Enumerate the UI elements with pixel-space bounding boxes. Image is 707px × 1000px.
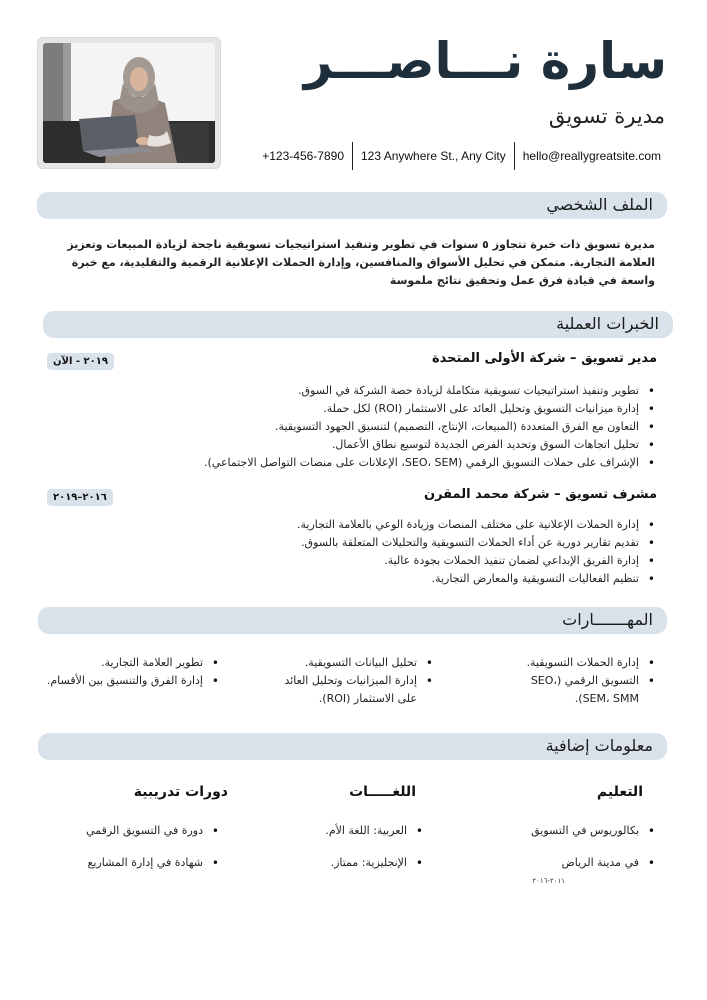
phone-number: +123-456-7890 — [262, 149, 344, 163]
job-dates-2: ٢٠١٦–٢٠١٩ — [47, 489, 113, 506]
list-item: • إدارة الحملات التسويقية. — [509, 654, 659, 672]
list-item: • تطوير وتنفيذ استراتيجيات تسويقية متكاملة لزيادة حصة الشركة في السوق. — [204, 382, 659, 400]
list-item: • الإشراف على حملات التسويق الرقمي (SEO، SEM، الإعلانات على منصات التواصل الاجتماعي). — [204, 454, 659, 472]
job-title-1: مدير تسويق – شركة الأولى المتحدة — [432, 351, 657, 366]
skills-column-2 — [267, 654, 437, 708]
education-years: ٢٠١١-٢٠١٦ — [532, 877, 565, 885]
list-item: • تنظيم الفعاليات التسويقية والمعارض التجارية. — [297, 570, 659, 588]
profile-photo-frame — [37, 37, 221, 169]
section-title-profile: الملف الشخصي — [546, 195, 653, 214]
list-item: • إدارة الفريق الإبداعي لضمان تنفيذ الحملات بجودة عالية. — [297, 552, 659, 570]
list-item: • تقديم تقارير دورية عن أداء الحملات التسويقية والتحليلات المتعلقة بالسوق. — [297, 534, 659, 552]
profile-photo — [43, 43, 215, 163]
courses-list — [86, 815, 223, 879]
profile-summary: مديرة تسويق ذات خبرة تتجاوز ٥ سنوات في تطوير وتنفيذ استراتيجيات تسويقية ناجحة لزيادة المبيعات وتعزيز العلامة التجارية. متمكن في تحليل الأسواق والمنافسين، وإدارة الحملات الإعلانية الرقمية والتقليدية، مع خبرة واسعة في قيادة فرق عمل وتحقيق نتائج ملموسة — [67, 238, 655, 287]
education-heading: التعليم — [596, 784, 643, 800]
skills-column-1 — [509, 654, 659, 708]
candidate-name: سارة نـــاصـــر — [303, 32, 667, 90]
job-title-2: مشرف تسويق – شركة محمد المقرن — [423, 487, 657, 502]
section-title-additional: معلومات إضافية — [545, 736, 653, 755]
list-item: • إدارة الفرق والتنسيق بين الأقسام. — [43, 672, 223, 690]
list-item: • تحليل اتجاهات السوق وتحديد الفرص الجديدة لتوسيع نطاق الأعمال. — [204, 436, 659, 454]
languages-list — [325, 815, 427, 879]
section-title-skills: المهـــــــارات — [562, 610, 653, 629]
woman-at-laptop-image — [43, 43, 215, 163]
job-title-headline: مديرة تسويق — [548, 104, 665, 128]
education-list — [531, 815, 659, 879]
section-header-additional — [38, 733, 667, 760]
list-item: • تطوير العلامة التجارية. — [43, 654, 223, 672]
list-item: • العربية: اللغة الأم. — [325, 815, 427, 847]
section-header-profile — [37, 192, 667, 219]
list-item: • إدارة الحملات الإعلانية على مختلف المنصات وزيادة الوعي بالعلامة التجارية. — [297, 516, 659, 534]
address: 123 Anywhere St., Any City — [361, 149, 506, 163]
list-item: • إدارة الميزانيات وتحليل العائد على الاستثمار (ROI). — [267, 672, 437, 708]
languages-heading: اللغـــــات — [349, 784, 416, 800]
list-item: • التعاون مع الفرق المتعددة (المبيعات، الإنتاج، التصميم) لتنسيق الجهود التسويقية. — [204, 418, 659, 436]
list-item: • الإنجليزية: ممتاز. — [325, 847, 427, 879]
courses-heading: دورات تدريبية — [133, 784, 228, 800]
list-item: • دورة في التسويق الرقمي — [86, 815, 223, 847]
list-item: • بكالوريوس في التسويق — [531, 815, 659, 847]
list-item: • شهادة في إدارة المشاريع — [86, 847, 223, 879]
email-address: hello@reallygreatsite.com — [522, 149, 661, 163]
contact-row — [254, 142, 669, 170]
job-1-duties — [204, 382, 659, 472]
section-header-experience — [43, 311, 673, 338]
skills-column-3 — [43, 654, 223, 690]
list-item: • في مدينة الرياض — [531, 847, 659, 879]
list-item: • تحليل البيانات التسويقية. — [267, 654, 437, 672]
job-2-duties — [297, 516, 659, 588]
section-title-experience: الخبرات العملية — [556, 314, 659, 333]
job-dates-1: ٢٠١٩ - الآن — [47, 353, 114, 370]
section-header-skills — [38, 607, 667, 634]
list-item: • إدارة ميزانيات التسويق وتحليل العائد على الاستثمار (ROI) لكل حملة. — [204, 400, 659, 418]
list-item: • التسويق الرقمي (SEO، SEM، SMM). — [509, 672, 659, 708]
